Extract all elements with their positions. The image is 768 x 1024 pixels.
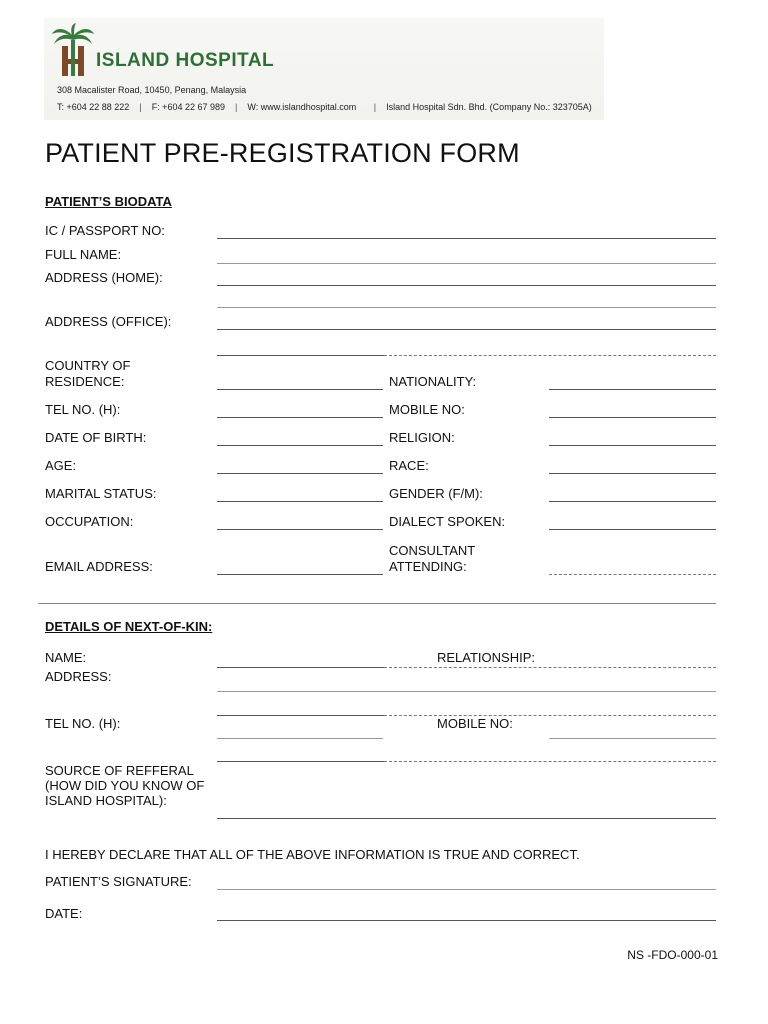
address-office-field-2b[interactable] bbox=[384, 355, 716, 356]
ic-passport-field[interactable] bbox=[217, 238, 716, 239]
hospital-address: 308 Macalister Road, 10450, Penang, Malaysia bbox=[57, 85, 247, 95]
marital-status-label: MARITAL STATUS: bbox=[45, 486, 157, 501]
signature-label: PATIENT’S SIGNATURE: bbox=[45, 874, 192, 889]
nok-tel-h-label: TEL NO. (H): bbox=[45, 716, 121, 731]
date-label: DATE: bbox=[45, 906, 83, 921]
country-field[interactable] bbox=[217, 389, 383, 390]
occupation-field[interactable] bbox=[217, 529, 383, 530]
occupation-label: OCCUPATION: bbox=[45, 514, 134, 529]
referral-label-line2: (HOW DID YOU KNOW OF bbox=[45, 778, 205, 793]
nationality-label: NATIONALITY: bbox=[389, 374, 477, 389]
website: W: www.islandhospital.com bbox=[247, 102, 357, 112]
nok-name-field-b[interactable] bbox=[384, 667, 716, 668]
address-office-label: ADDRESS (OFFICE): bbox=[45, 314, 172, 329]
hospital-name: ISLAND HOSPITAL bbox=[96, 50, 275, 71]
date-field[interactable] bbox=[217, 920, 716, 921]
nok-address-field-1[interactable] bbox=[217, 691, 716, 692]
separator: | bbox=[373, 102, 377, 112]
nok-address-field-2a[interactable] bbox=[217, 715, 384, 716]
palm-tree-logo-icon bbox=[50, 22, 96, 78]
nok-address-field-2b[interactable] bbox=[384, 715, 716, 716]
dialect-label: DIALECT SPOKEN: bbox=[389, 514, 506, 529]
dialect-field[interactable] bbox=[549, 529, 716, 530]
tel-h-label: TEL NO. (H): bbox=[45, 402, 121, 417]
country-label-line1: COUNTRY OF bbox=[45, 358, 131, 373]
age-label: AGE: bbox=[45, 458, 77, 473]
nok-name-field-a[interactable] bbox=[217, 667, 384, 668]
country-label-line2: RESIDENCE: bbox=[45, 374, 125, 389]
address-home-field-1[interactable] bbox=[217, 285, 716, 286]
gender-label: GENDER (F/M): bbox=[389, 486, 483, 501]
relationship-label: RELATIONSHIP: bbox=[437, 650, 536, 665]
biodata-heading: PATIENT’S BIODATA bbox=[45, 194, 172, 209]
full-name-label: FULL NAME: bbox=[45, 247, 122, 262]
nok-mobile-field[interactable] bbox=[549, 738, 716, 739]
company-info: Island Hospital Sdn. Bhd. (Company No.: 323705A) bbox=[386, 102, 592, 112]
next-of-kin-heading: DETAILS OF NEXT-OF-KIN: bbox=[45, 619, 213, 634]
tel-h-field[interactable] bbox=[217, 417, 383, 418]
referral-label-line1: SOURCE OF REFFERAL bbox=[45, 763, 194, 778]
referral-field-2[interactable] bbox=[217, 818, 716, 819]
ic-passport-label: IC / PASSPORT NO: bbox=[45, 223, 165, 238]
consultant-label-line1: CONSULTANT bbox=[389, 543, 476, 558]
phone-number: T: +604 22 88 222 bbox=[57, 102, 130, 112]
hospital-contact-line bbox=[57, 102, 592, 112]
email-label: EMAIL ADDRESS: bbox=[45, 559, 153, 574]
declaration-text: I HEREBY DECLARE THAT ALL OF THE ABOVE INFORMATION IS TRUE AND CORRECT. bbox=[45, 847, 580, 862]
mobile-field[interactable] bbox=[549, 417, 716, 418]
age-field[interactable] bbox=[217, 473, 383, 474]
nok-mobile-label: MOBILE NO: bbox=[437, 716, 513, 731]
form-code: NS -FDO-000-01 bbox=[627, 948, 718, 962]
race-label: RACE: bbox=[389, 458, 429, 473]
gender-field[interactable] bbox=[549, 501, 716, 502]
address-home-field-2[interactable] bbox=[217, 307, 716, 308]
mobile-label: MOBILE NO: bbox=[389, 402, 465, 417]
separator: | bbox=[235, 102, 238, 112]
fax-number: F: +604 22 67 989 bbox=[151, 102, 225, 112]
nok-address-label: ADDRESS: bbox=[45, 669, 112, 684]
marital-status-field[interactable] bbox=[217, 501, 383, 502]
signature-field[interactable] bbox=[217, 889, 716, 890]
consultant-field[interactable] bbox=[549, 574, 716, 575]
nationality-field[interactable] bbox=[549, 389, 716, 390]
dob-label: DATE OF BIRTH: bbox=[45, 430, 147, 445]
address-home-label: ADDRESS (HOME): bbox=[45, 270, 163, 285]
referral-label-line3: ISLAND HOSPITAL): bbox=[45, 793, 167, 808]
referral-field-1b[interactable] bbox=[384, 761, 716, 762]
consultant-label-line2: ATTENDING: bbox=[389, 559, 467, 574]
section-divider bbox=[38, 603, 716, 604]
race-field[interactable] bbox=[549, 473, 716, 474]
religion-field[interactable] bbox=[549, 445, 716, 446]
dob-field[interactable] bbox=[217, 445, 383, 446]
religion-label: RELIGION: bbox=[389, 430, 455, 445]
address-office-field-1[interactable] bbox=[217, 329, 716, 330]
nok-name-label: NAME: bbox=[45, 650, 87, 665]
full-name-field[interactable] bbox=[217, 263, 716, 264]
form-title: PATIENT PRE-REGISTRATION FORM bbox=[45, 138, 520, 168]
nok-tel-h-field[interactable] bbox=[217, 738, 383, 739]
referral-field-1a[interactable] bbox=[217, 761, 384, 762]
email-field[interactable] bbox=[217, 574, 383, 575]
address-office-field-2a[interactable] bbox=[217, 355, 384, 356]
separator: | bbox=[139, 102, 142, 112]
